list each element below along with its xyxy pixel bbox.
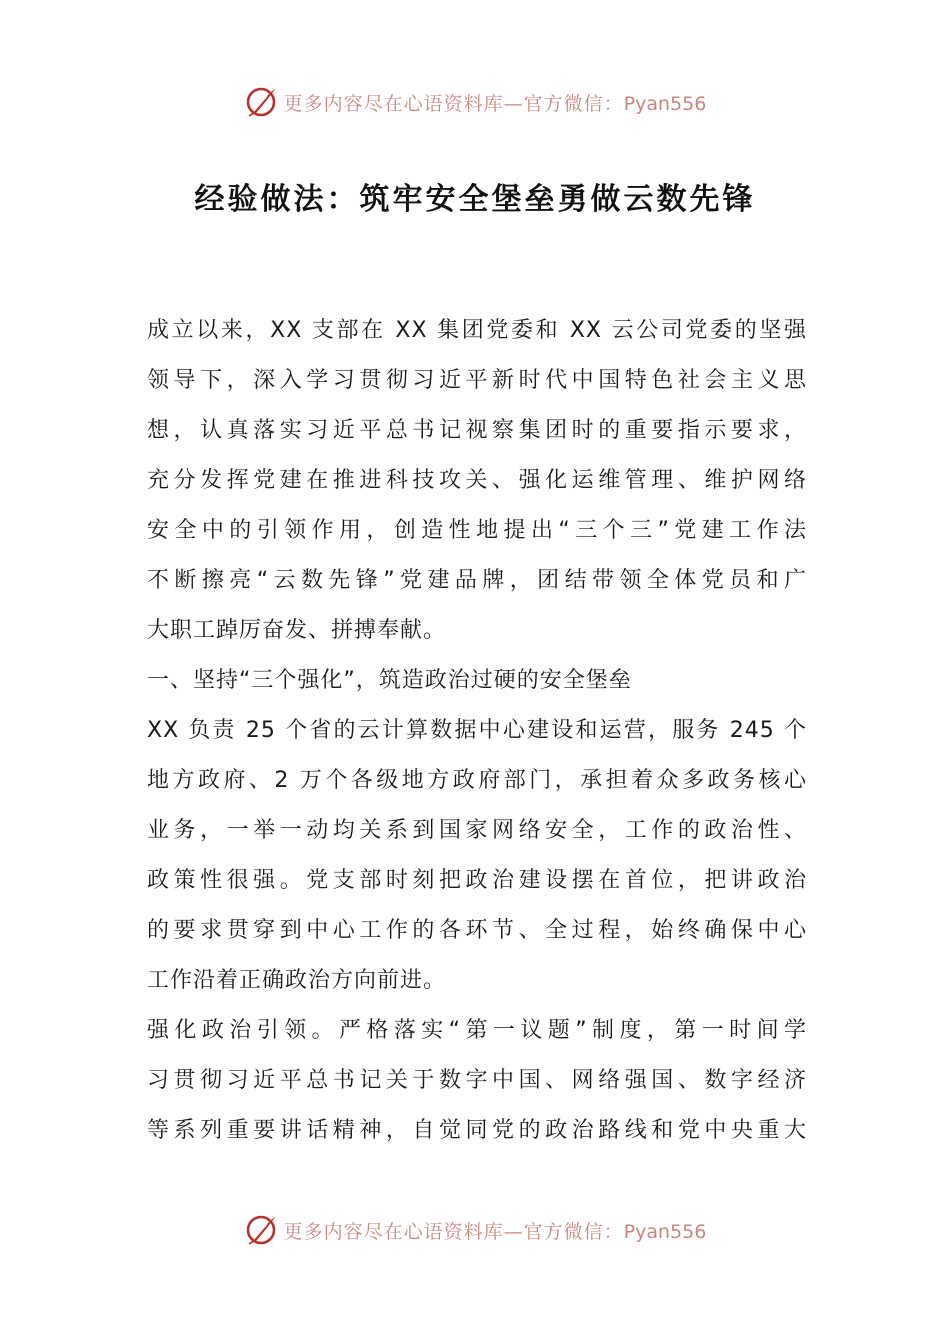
body-line: 充分发挥党建在推进科技攻关、强化运维管理、维护网络 <box>147 468 807 493</box>
body-line: XX 负责 25 个省的云计算数据中心建设和运营，服务 245 个 <box>147 718 807 743</box>
body-line: 政策性很强。党支部时刻把政治建设摆在首位，把讲政治 <box>147 868 807 893</box>
body-line: 大职工踔厉奋发、拼搏奉献。 <box>147 618 447 643</box>
wechat-id: Pyan556 <box>623 1220 707 1243</box>
body-line: 领导下，深入学习贯彻习近平新时代中国特色社会主义思 <box>147 368 807 393</box>
header-banner <box>0 82 950 122</box>
banner-text: 更多内容尽在心语资料库—官方微信：Pyan556 <box>283 92 707 115</box>
body-line: 想，认真落实习近平总书记视察集团时的重要指示要求， <box>147 418 807 443</box>
body-line: 不断擦亮“云数先锋”党建品牌，团结带领全体党员和广 <box>147 568 807 593</box>
section-heading: 一、坚持“三个强化”，筑造政治过硬的安全堡垒 <box>147 668 632 693</box>
body-line: 强化政治引领。严格落实“第一议题”制度，第一时间学 <box>147 1018 807 1043</box>
body-line: 业务，一举一动均关系到国家网络安全，工作的政治性、 <box>147 818 807 843</box>
banner-text: 更多内容尽在心语资料库—官方微信：Pyan556 <box>283 1220 707 1243</box>
footer-banner <box>0 1210 950 1250</box>
body-line: 工作沿着正确政治方向前进。 <box>147 968 447 993</box>
body-line: 的要求贯穿到中心工作的各环节、全过程，始终确保中心 <box>147 918 807 943</box>
body-line: 成立以来，XX 支部在 XX 集团党委和 XX 云公司党委的坚强 <box>147 318 807 343</box>
body-line: 等系列重要讲话精神，自觉同党的政治路线和党中央重大 <box>147 1118 807 1143</box>
wechat-id: Pyan556 <box>623 92 707 115</box>
body-line: 地方政府、2 万个各级地方政府部门，承担着众多政务核心 <box>147 768 807 793</box>
document-body <box>147 306 807 1156</box>
quill-pen-logo-icon <box>244 84 280 120</box>
document-title: 经验做法：筑牢安全堡垒勇做云数先锋 <box>194 182 756 217</box>
body-line: 安全中的引领作用，创造性地提出“三个三”党建工作法 <box>147 518 807 543</box>
body-line: 习贯彻习近平总书记关于数字中国、网络强国、数字经济 <box>147 1068 807 1093</box>
quill-pen-logo-icon <box>244 1212 280 1248</box>
